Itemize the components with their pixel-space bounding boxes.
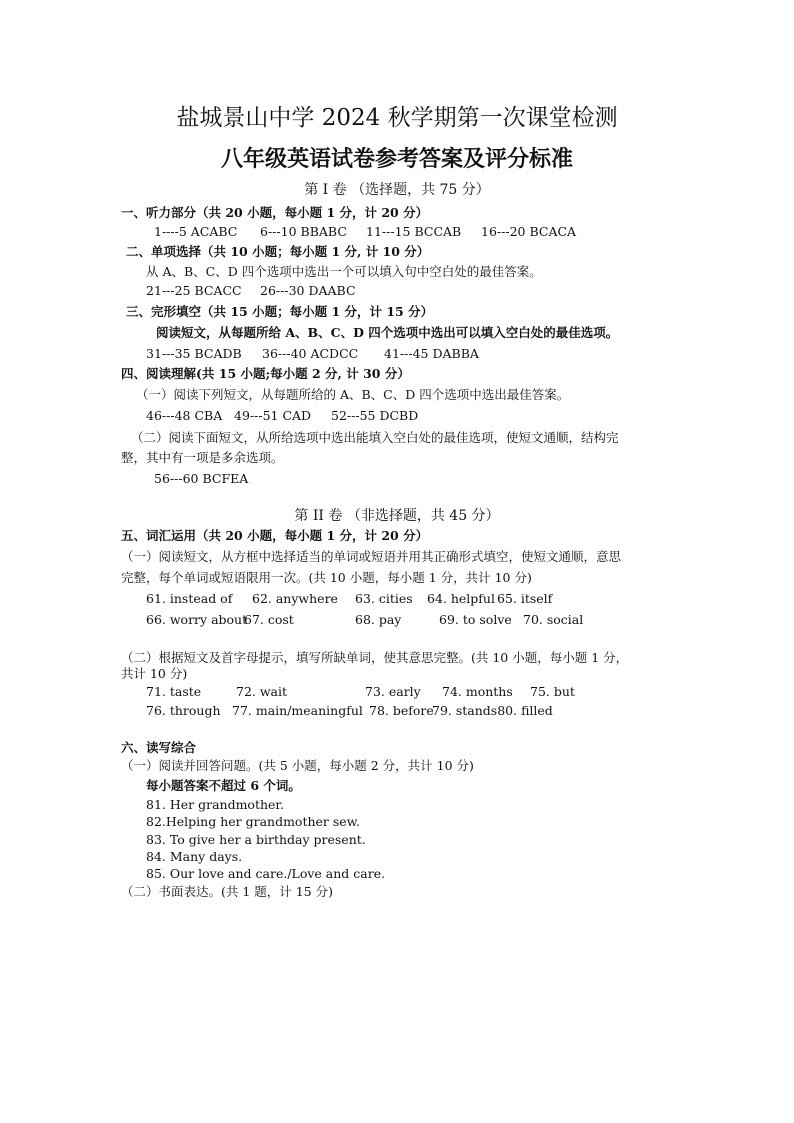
answer: 1----5 ACABC — [154, 224, 238, 239]
answer: 62. anywhere — [252, 591, 338, 606]
answer: 26---30 DAABC — [260, 283, 356, 298]
section-4-part2-answers: 56---60 BCFEA — [154, 471, 249, 486]
section-4-part1: （一）阅读下列短文，从每题所给的 A、B、C、D 四个选项中选出最佳答案。 — [136, 387, 570, 402]
section-2-heading: 二、单项选择（共 10 小题；每小题 1 分, 计 10 分） — [126, 244, 430, 259]
answer: 73. early — [365, 684, 421, 699]
section-5-part2-row1 — [146, 684, 575, 700]
answer: 80. filled — [497, 703, 553, 718]
answer: 78. before — [369, 703, 434, 718]
answer: 63. cities — [355, 591, 413, 606]
section-6-answer-85: 85. Our love and care./Love and care. — [146, 866, 386, 881]
answer: 6---10 BBABC — [260, 224, 347, 239]
section-5-part1-line2: 完整，每个单词或短语限用一次。(共 10 小题，每小题 1 分，共计 10 分) — [121, 570, 532, 585]
section-2-instruction: 从 A、B、C、D 四个选项中选出一个可以填入句中空白处的最佳答案。 — [146, 264, 542, 279]
answer: 68. pay — [355, 612, 402, 627]
answer: 49---51 CAD — [234, 408, 312, 423]
section-3-heading: 三、完形填空（共 15 小题；每小题 1 分，计 15 分） — [126, 304, 434, 319]
section-5-part2-line1: （二）根据短文及首字母提示，填写所缺单词，使其意思完整。(共 10 小题，每小题 1 分， — [121, 650, 629, 665]
section-4-part2-line1: （二）阅读下面短文，从所给选项中选出能填入空白处的最佳选项，使短文通顺，结构完 — [131, 430, 619, 445]
answer: 31---35 BCADB — [146, 346, 242, 361]
section-5-part1-row1 — [146, 591, 552, 607]
answer: 41---45 DABBA — [384, 346, 479, 361]
section-5-part2-row2 — [146, 703, 553, 719]
page-subtitle: 八年级英语试卷参考答案及评分标准 — [220, 146, 573, 172]
answer: 69. to solve — [439, 612, 512, 627]
answer: 72. wait — [236, 684, 288, 699]
answer: 74. months — [442, 684, 513, 699]
section-4-heading: 四、阅读理解(共 15 小题;每小题 2 分, 计 30 分） — [121, 366, 410, 381]
section-5-part1-row2 — [146, 612, 583, 628]
section-1-answers — [154, 224, 576, 240]
section-6-answer-83: 83. To give her a birthday present. — [146, 832, 366, 847]
section-6-heading: 六、读写综合 — [121, 740, 197, 755]
answer: 70. social — [523, 612, 584, 627]
section-5-part2-line2: 共计 10 分) — [121, 666, 188, 681]
section-5-heading: 五、词汇运用（共 20 小题，每小题 1 分，计 20 分） — [121, 528, 429, 543]
page-title: 盐城景山中学 2024 秋学期第一次课堂检测 — [176, 105, 618, 131]
section-3-instruction: 阅读短文，从每题所给 A、B、C、D 四个选项中选出可以填入空白处的最佳选项。 — [156, 325, 619, 340]
answer: 75. but — [530, 684, 575, 699]
answer: 79. stands — [432, 703, 498, 718]
answer: 61. instead of — [146, 591, 233, 606]
answer: 11---15 BCCAB — [366, 224, 462, 239]
section-4-part1-answers — [146, 408, 418, 424]
section-3-answers — [146, 346, 479, 362]
section-1-heading: 一、听力部分（共 20 小题，每小题 1 分，计 20 分） — [121, 205, 429, 220]
answer: 66. worry about — [146, 612, 248, 627]
answer: 36---40 ACDCC — [262, 346, 359, 361]
answer: 71. taste — [146, 684, 202, 699]
answer: 64. helpful — [427, 591, 495, 606]
answer: 21---25 BCACC — [146, 283, 242, 298]
answer: 46---48 CBA — [146, 408, 223, 423]
answer: 65. itself — [497, 591, 553, 606]
answer: 77. main/meaningful — [232, 703, 363, 718]
section-6-part2: （二）书面表达。(共 1 题，计 15 分) — [121, 884, 334, 899]
section-6-note: 每小题答案不超过 6 个词。 — [146, 778, 301, 793]
section-6-answer-82: 82.Helping her grandmother sew. — [146, 814, 360, 829]
section-6-part1: （一）阅读并回答问题。(共 5 小题，每小题 2 分，共计 10 分) — [121, 758, 474, 773]
section-6-answer-81: 81. Her grandmother. — [146, 797, 285, 812]
section-2-answers — [146, 283, 356, 299]
section-4-part2-line2: 整，其中有一项是多余选项。 — [121, 450, 284, 465]
section-5-part1-line1: （一）阅读短文，从方框中选择适当的单词或短语并用其正确形式填空，使短文通顺，意思 — [121, 549, 622, 564]
volume-2-heading: 第 II 卷 （非选择题，共 45 分） — [294, 508, 500, 524]
answer: 76. through — [146, 703, 221, 718]
answer: 67. cost — [244, 612, 294, 627]
volume-1-heading: 第 I 卷 （选择题，共 75 分） — [304, 182, 490, 198]
answer: 52---55 DCBD — [331, 408, 419, 423]
answer: 16---20 BCACA — [481, 224, 577, 239]
section-6-answer-84: 84. Many days. — [146, 849, 243, 864]
